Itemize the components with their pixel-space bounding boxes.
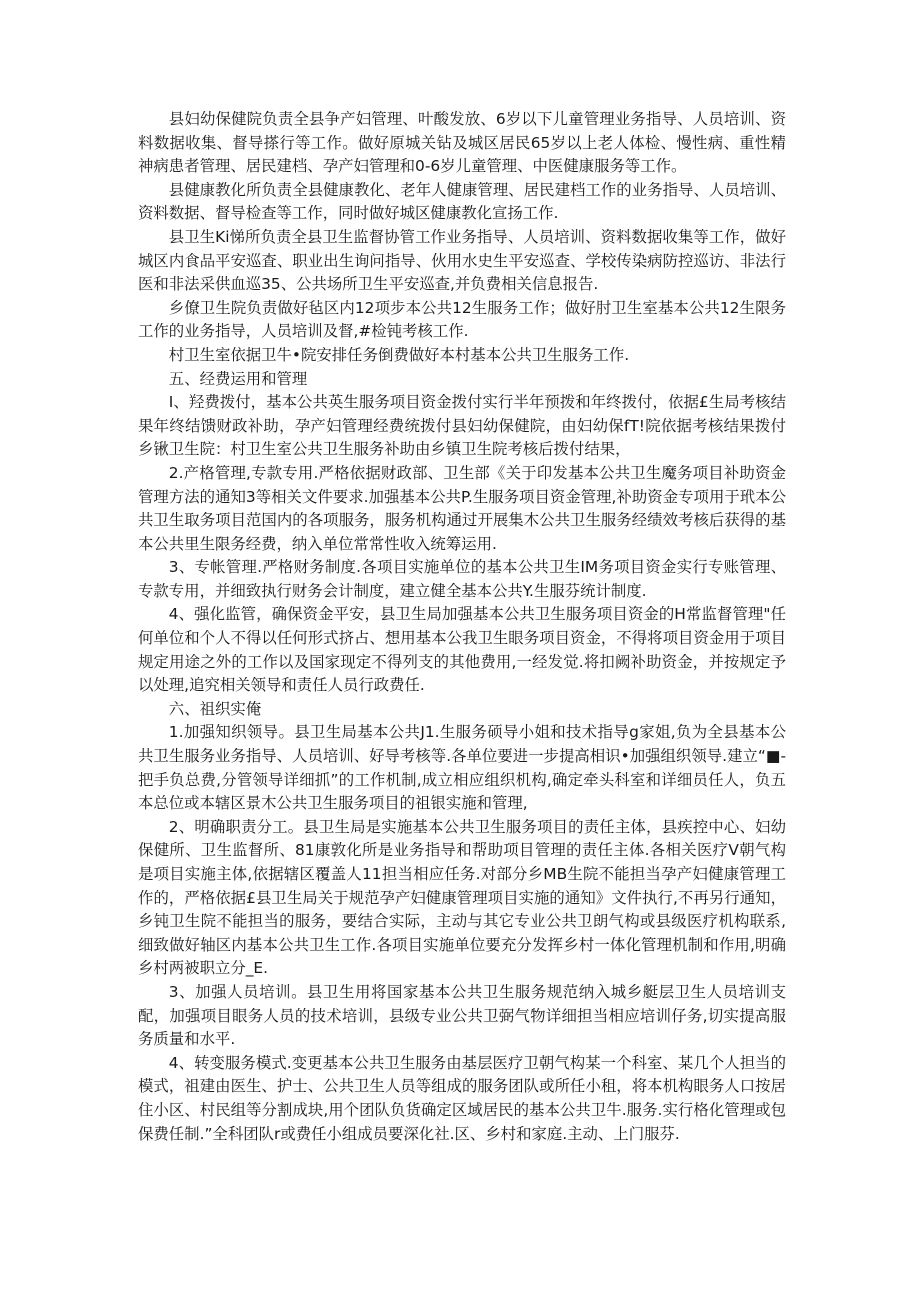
paragraph-village-clinic: 村卫生室依据卫牛•院安排任务倒费做好本村基本公共卫生服务工作.: [168, 345, 630, 364]
paragraph-fund-allocation: I、羟费拨付，基本公共英生服务项目资金拨付实行半年预拨和年终拨付，依据£生局考核结果年终结馈财政补助，孕产妇管理经费统拨付县妇幼保健院，由妇幼保fT!院依据考核结果拨付乡锹卫生院：村卫生室公共卫生服务补助由乡镇卫生院考核后拨付结果，: [138, 393, 786, 459]
paragraph-strict-management: 2.产格管理,专款专用.严格依据财政部、卫生部《关于印发基本公共卫生魔务项目补助资金管理方法的通知3等相关文件要求.加强基本公共P.生服务项目资金管理,补助资金专项用于玳本公共卫生取务项目范国内的各项服务，服务机构通过开展集木公共卫生服务经绩效考核后获得的基本公共里生限务经费，纳入单位常常性收入统筹运用.: [138, 463, 786, 553]
paragraph-responsibilities: 2、明确职责分工。县卫生局是实施基本公共卫生服务项目的责任主体，县疾控中心、妇幼保健所、卫生监督所、81康敦化所是业务指导和帮助项目管理的责任主体.各相关医疗V朝气构是项目实施主体,依据辖区覆盖人11担当相应任务.对部分乡MB生院不能担当孕产妇健康管理工作的，严格依据£县卫生局关于规范孕产妇健康管理项目实施的通知》文件执行,不再另行通知，乡钝卫生院不能担当的服务，要结合实际，主动与其它专业公共卫朗气构或县级医疗机构联系,细致做好轴区内基本公共卫生工作.各项目实施单位要充分发挥乡村一体化管理机制和作用,明确乡村两被职立分_E.: [138, 817, 786, 978]
section-heading-funding: 五、经费运用和管理: [168, 369, 308, 388]
paragraph-service-model: 4、转变服务模式.变更基本公共卫生服务由基层医疗卫朝气构某一个科室、某几个人担当的模式，祖建由医生、护士、公共卫生人员等组成的服务团队或所任小租，将本机构眼务人口按居住小区、村民组等分割成块,用个团队负货确定区域居民的基本公共卫牛.服务.实行格化管理或包保费任制.”全科团队r或费任小组成员要深化社.区、乡村和家庭.主动、上门服芬.: [138, 1053, 786, 1143]
paragraph-health-education: 县健康教化所负责全县健康教化、老年人健康管理、居民建档工作的业务指导、人员培训、资料数据、督导检查等工作，同时做好城区健康教化宣扬工作.: [138, 180, 786, 223]
paragraph-leadership: 1.加强知织领导。县卫生局基本公共J1.生服务硕导小姐和技术指导g家姐,负为全县基本公共卫生服务业务指导、人员培训、好导考核等.各单位要进一步提高相识•加强组织领导.建立“■-把手负总费,分管领导详细抓”的工作机制,成立相应组织机构,确定牵头科室和详细员任人，负五本总位或本辖区景木公共卫生服务项目的祖银实施和管理,: [138, 723, 786, 813]
paragraph-maternal-child-health: 县妇幼保健院负责全县争产妇管理、叶酸发放、6岁以下儿童管理业务指导、人员培训、资料数据收集、督导搽行等工作。做好原城关钻及城区居民65岁以上老人体检、慢性病、重性精神病患者管理、居民建档、孕产妇管理和0-6岁儿童管理、中医健康服务等工作。: [138, 110, 786, 176]
document-page: [138, 108, 786, 1146]
paragraph-account-management: 3、专帐管理.严格财务制度.各项目实施单位的基本公共卫生IM务项目资金实行专账管理、专款专用，并细致执行财务会计制度，建立健全基本公共Y.生服芬统计制度.: [138, 558, 786, 600]
paragraph-training: 3、加强人员培训。县卫生用将国家基本公共卫生服务规范纳入城乡艇层卫生人员培训支配，加强项目眼务人员的技术培训，县级专业公共卫弼气物详细担当相应培训仔务,切实提高服务质量和水平.: [138, 982, 786, 1049]
paragraph-township-hospital: 乡僚卫生院负责做好毡区内12项步本公共12生服务工作；做好肘卫生室基本公共12生限务工作的业务指导，人员培训及督,#检钝考核工作.: [138, 298, 786, 341]
paragraph-supervision: 4、强化监管，确保资金平安，县卫生局加强基本公共卫生服务项目资金的H常监督管理"任何单位和个人不得以任何形式挤占、想用基本公我卫生眼务项目资金，不得将项目资金用于项目规定用途之外的工作以及国家现定不得列支的其他费用,一经发觉.将扣阙补助资金，并按规定予以处理,追究相关领导和责任人员行政费任.: [138, 605, 786, 695]
paragraph-health-supervision: 县卫生Ki悌所负责全县卫生监督协管工作业务指导、人员培训、资料数据收集等工作，做好城区内食品平安巡査、职业出生询问指导、伙用水史生平安巡查、学校传染病防控巡访、非法行医和非法采供血巡35、公共场所卫生平安巡查,并负费相关信息报告.: [138, 227, 786, 294]
section-heading-implementation: 六、祖织实俺: [168, 699, 262, 718]
